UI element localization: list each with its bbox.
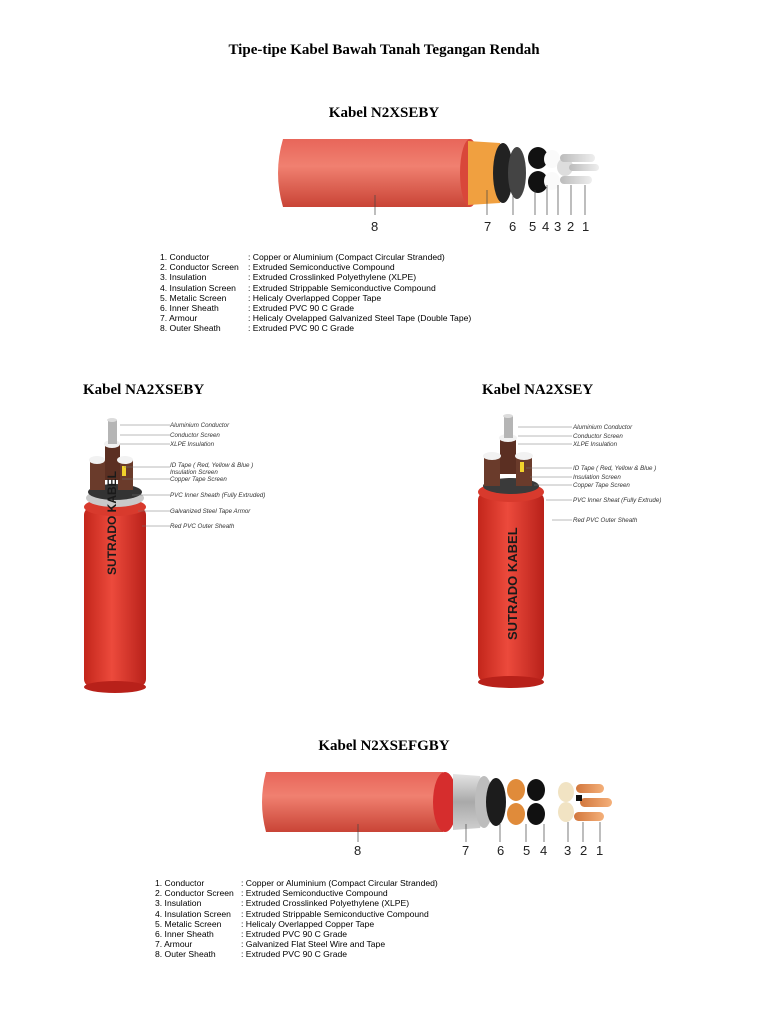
callout-lines [512,422,574,524]
heading-n2xseby: Kabel N2XSEBY [328,105,440,121]
callout-label: PVC Inner Sheat (Fully Extrude) [573,497,662,504]
layer-number: 1 [582,219,590,234]
callout-label: XLPE Insulation [573,441,618,448]
callout-label: Aluminium Conductor [573,424,633,431]
layer-number: 2 [580,843,588,858]
callout-lines [112,420,172,530]
legend-row: 4. Insulation Screen : Extruded Strippable Semiconductive Compound [160,282,436,293]
legend-row: 3. Insulation : Extruded Crosslinked Polyethylene (XLPE) [160,272,417,283]
legend-n2xseby [160,252,471,334]
layer-number: 3 [554,219,562,234]
layer-number: 8 [354,843,362,858]
legend-row: 6. Inner Sheath : Extruded PVC 90 C Grade [160,303,355,314]
legend-row: 3. Insulation : Extruded Crosslinked Polyethylene (XLPE) [155,898,410,909]
heading-na2xseby: Kabel NA2XSEBY [83,382,205,398]
callout-label: Insulation Screen [573,474,621,481]
page-title: Tipe-tipe Kabel Bawah Tanah Tegangan Rendah [228,42,540,58]
legend-row: 2. Conductor Screen : Extruded Semiconductive Compound [155,888,388,899]
callout-label: Red PVC Outer Sheath [170,523,235,530]
callout-label: Galvanized Steel Tape Armor [170,508,251,515]
callout-label: Copper Tape Screen [573,482,630,489]
legend-row: 5. Metalic Screen : Helicaly Overlapped Copper Tape [160,292,382,303]
legend-row: 7. Armour : Galvanized Flat Steel Wire and Tape [155,939,386,950]
legend-row: 6. Inner Sheath : Extruded PVC 90 C Grade [155,929,348,940]
callout-label: Red PVC Outer Sheath [573,517,638,524]
heading-n2xsefgby: Kabel N2XSEFGBY [318,738,450,754]
callout-label: Copper Tape Screen [170,476,227,483]
layer-number: 4 [542,219,550,234]
legend-row: 2. Conductor Screen : Extruded Semiconductive Compound [160,262,395,273]
callout-label: ID Tape ( Red, Yellow & Blue ) [573,465,657,472]
callout-label: Conductor Screen [573,433,623,440]
legend-row: 5. Metalic Screen : Helicaly Overlapped Copper Tape [155,918,375,929]
layer-number: 1 [596,843,604,858]
legend-n2xsefgby [155,878,438,960]
callout-label: PVC Inner Sheath (Fully Extruded) [170,492,266,499]
layer-number: 6 [509,219,517,234]
layer-number: 5 [529,219,537,234]
layer-number: 7 [484,219,492,234]
callout-label: ID Tape ( Red, Yellow & Blue ) [170,462,254,469]
legend-row: 1. Conductor : Copper or Aluminium (Compact Circular Stranded) [160,252,445,262]
layer-number: 4 [540,843,548,858]
brand-label: SUTRADO KABEL [505,527,520,640]
legend-row: 8. Outer Sheath : Extruded PVC 90 C Grade [155,949,348,960]
legend-row: 1. Conductor : Copper or Aluminium (Compact Circular Stranded) [155,878,438,888]
legend-row: 4. Insulation Screen : Extruded Strippable Semiconductive Compound [155,908,429,919]
heading-na2xsey: Kabel NA2XSEY [482,382,594,398]
callout-label: Aluminium Conductor [170,422,230,429]
layer-number: 2 [567,219,575,234]
layer-number: 5 [523,843,531,858]
cable-image-n2xsefgby [258,768,623,848]
callout-label: XLPE Insulation [170,441,215,448]
layer-number: 8 [371,219,379,234]
legend-row: 7. Armour : Helicaly Ovelapped Galvanized Steel Tape (Double Tape) [160,313,472,324]
layer-number: 3 [564,843,572,858]
callout-label: Conductor Screen [170,432,220,439]
brand-label: SUTRADO KABEL [105,471,119,575]
layer-number: 6 [497,843,505,858]
cable-image-n2xseby [255,135,615,220]
callout-label: Insulation Screen [170,469,218,476]
legend-row: 8. Outer Sheath : Extruded PVC 90 C Grade [160,323,355,334]
layer-number: 7 [462,843,470,858]
